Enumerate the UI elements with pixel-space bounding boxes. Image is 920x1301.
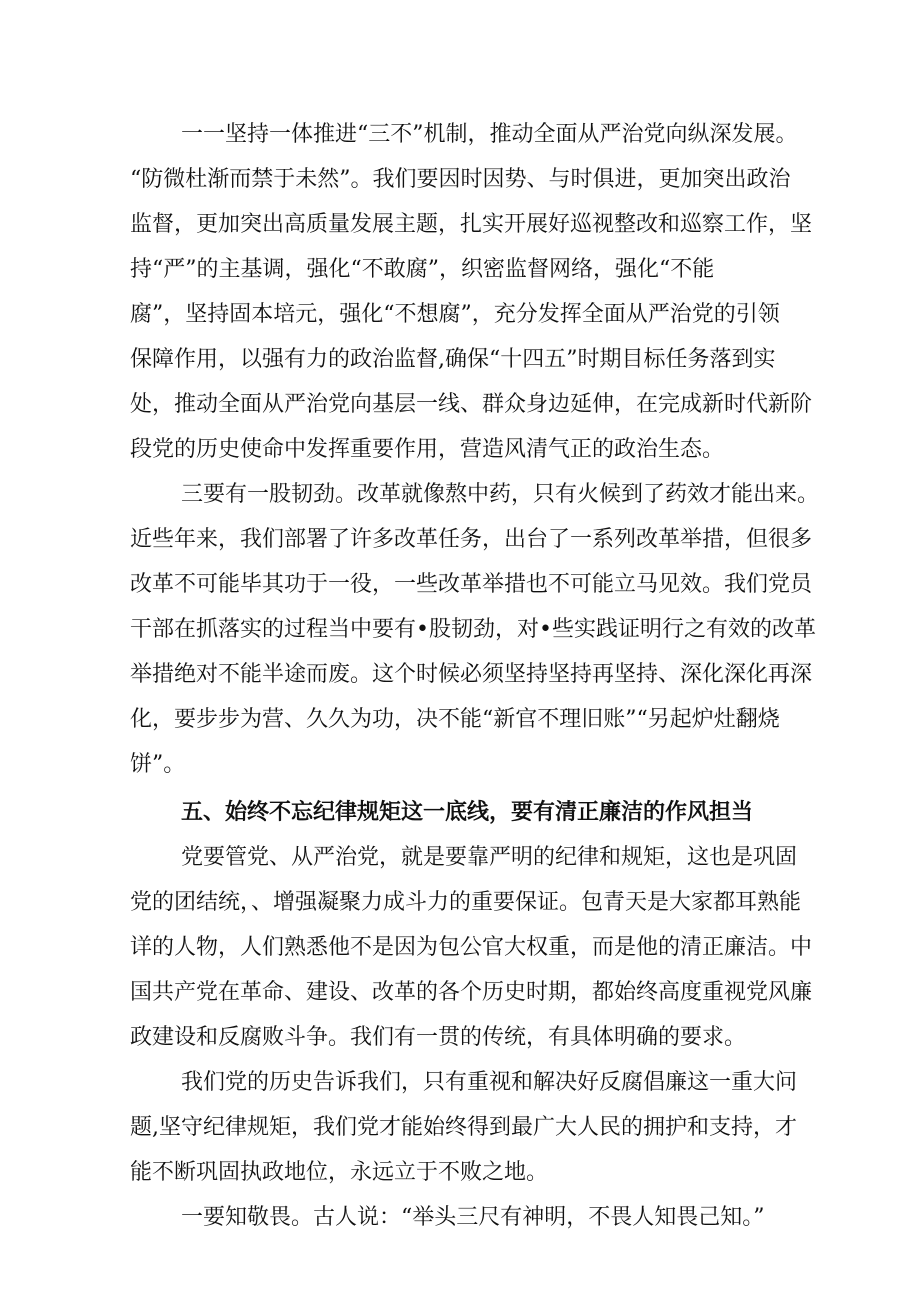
text-line: 一一坚持一体推进“三不”机制，推动全面从严治党向纵深发展。 xyxy=(181,122,798,147)
text-line: 详的人物，人们熟悉他不是因为包公官大权重，而是他的清正廉洁。中 xyxy=(130,935,813,960)
text-line: “防微杜渐而禁于未然”。我们要因时因势、与时俱进，更加突出政治 xyxy=(130,167,791,192)
text-line: 能不断巩固执政地位，永远立于不败之地。 xyxy=(130,1160,549,1185)
text-line: 保障作用，以强有力的政治监督,确保“十四五”时期目标任务落到实 xyxy=(130,347,776,372)
text-line: 饼”。 xyxy=(130,752,186,777)
text-line: 持“严”的主基调，强化“不敢腐”，织密监督网络，强化“不能 xyxy=(130,257,715,282)
text-line: 化，要步步为营、久久为功，决不能“新官不理旧账”“另起炉灶翻烧 xyxy=(130,707,780,732)
text-line: 干部在抓落实的过程当中要有•股韧劲，对•些实践证明行之有效的改革 xyxy=(130,617,816,642)
text-line: 题,坚守纪律规矩，我们党才能始终得到最广大人民的拥护和支持，才 xyxy=(130,1115,797,1140)
text-line: 一要知敬畏。古人说：“举头三尺有神明，不畏人知畏己知。” xyxy=(181,1205,765,1230)
section-heading: 五、始终不忘纪律规矩这一底线，要有清正廉洁的作风担当 xyxy=(181,800,754,825)
text-line: 党要管党、从严治党，就是要靠严明的纪律和规矩，这也是巩固 xyxy=(181,845,798,870)
text-line: 近些年来，我们部署了许多改革任务，出台了一系列改革举措，但很多 xyxy=(130,527,813,552)
text-line: 监督，更加突出高质量发展主题，扎实开展好巡视整改和巡察工作，坚 xyxy=(130,212,813,237)
text-line: 政建设和反腐败斗争。我们有一贯的传统，有具体明确的要求。 xyxy=(130,1025,747,1050)
text-line: 腐”，坚持固本培元，强化“不想腐”，充分发挥全面从严治党的引领 xyxy=(130,302,780,327)
text-line: 党的团结统，、增强凝聚力成斗力的重要保证。包青天是大家都耳熟能 xyxy=(130,890,802,915)
text-line: 三要有一股韧劲。改革就像熬中药，只有火候到了药效才能出来。 xyxy=(181,482,820,507)
text-line: 处，推动全面从严治党向基层一线、群众身边延伸，在完成新时代新阶 xyxy=(130,392,813,417)
text-line: 国共产党在革命、建设、改革的各个历史时期，都始终高度重视党风廉 xyxy=(130,980,813,1005)
text-line: 段党的历史使命中发挥重要作用，营造风清气正的政治生态。 xyxy=(130,437,725,462)
text-line: 我们党的历史告诉我们，只有重视和解决好反腐倡廉这一重大问 xyxy=(181,1070,798,1095)
text-line: 举措绝对不能半途而废。这个时候必须坚持坚持再坚持、深化深化再深 xyxy=(130,662,813,687)
text-line: 改革不可能毕其功于一役，一些改革举措也不可能立马见效。我们党员 xyxy=(130,572,813,597)
